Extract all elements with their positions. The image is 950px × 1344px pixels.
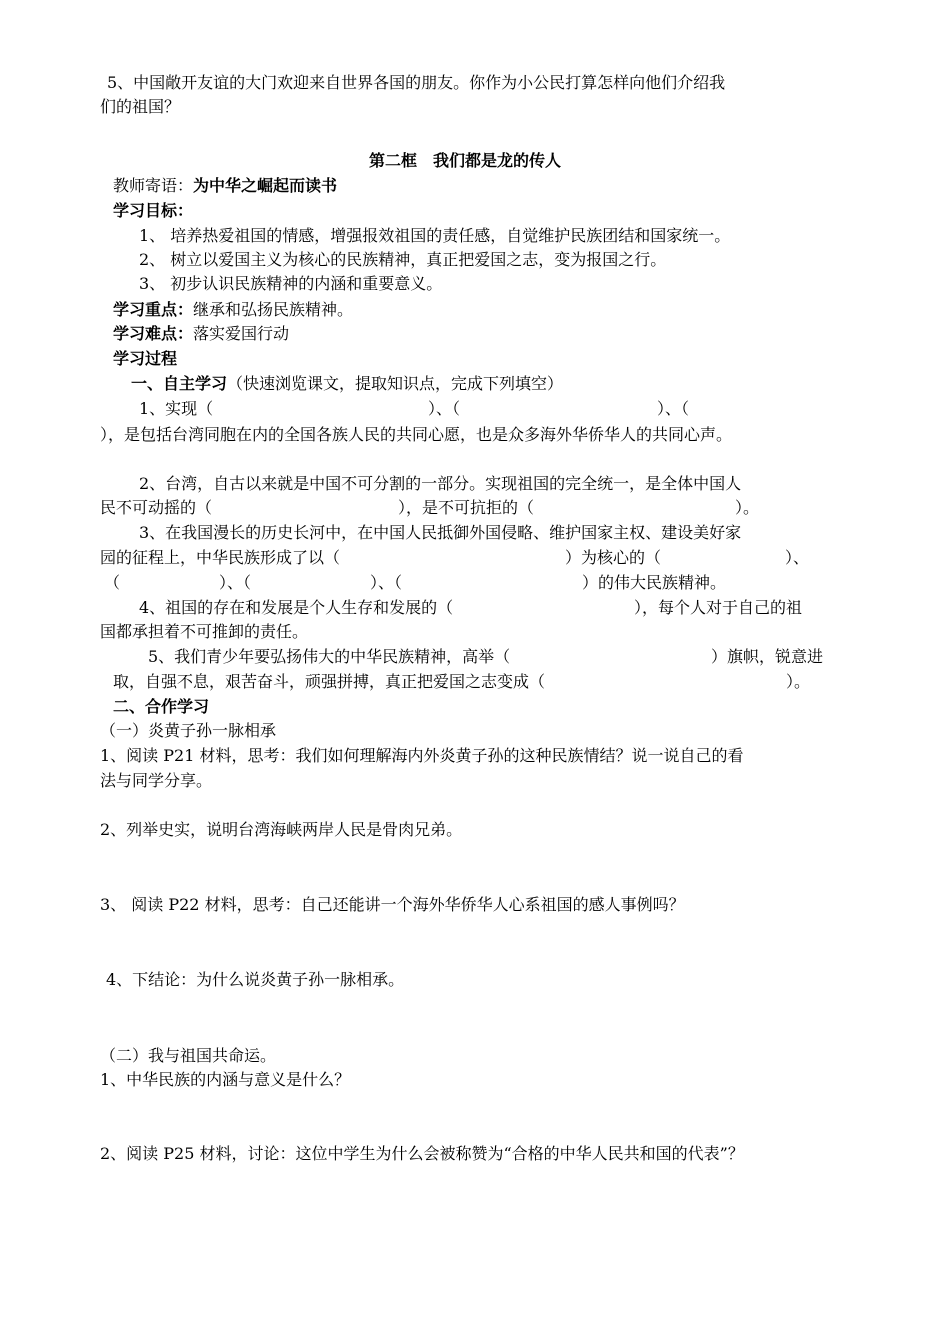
self-study-q3-a: 园的征程上，中华民族形成了以（ — [100, 548, 341, 567]
goal-item-2: 2、 树立以爱国主义为核心的民族精神，真正把爱国之志，变为报国之行。 — [139, 250, 667, 269]
teacher-motto — [113, 175, 337, 197]
self-study-heading-text: 一、自主学习 — [131, 374, 228, 393]
self-study-q2-line1: 2、台湾，自古以来就是中国不可分割的一部分。实现祖国的完全统一，是全体中国人 — [139, 474, 742, 493]
coop-part1-heading: （一）炎黄子孙一脉相承 — [100, 721, 277, 740]
self-study-q1-a: 1、实现（ — [139, 399, 214, 418]
self-study-q3-g: ）的伟大民族精神。 — [582, 573, 727, 592]
intro-question-5-line2: 们的祖国？ — [100, 97, 181, 116]
self-study-q5-d: ）。 — [786, 672, 811, 691]
self-study-q3-d: （ — [104, 573, 121, 592]
coop-part1-q1-line2: 法与同学分享。 — [100, 771, 213, 790]
key-point-text: 继承和弘扬民族精神。 — [193, 300, 354, 319]
difficulty-text: 落实爱国行动 — [193, 324, 290, 343]
self-study-q3-b: ）为核心的（ — [565, 548, 662, 567]
goal-item-3: 3、 初步认识民族精神的内涵和重要意义。 — [139, 274, 443, 293]
key-point-label: 学习重点： — [113, 300, 194, 319]
coop-part1-q3: 3、 阅读 P22 材料，思考：自己还能讲一个海外华侨华人心系祖国的感人事例吗？ — [100, 895, 685, 914]
goals-heading: 学习目标： — [113, 201, 194, 220]
coop-part1-q4: 4、下结论：为什么说炎黄子孙一脉相承。 — [106, 970, 405, 989]
coop-part2-q2: 2、阅读 P25 材料，讨论：这位中学生为什么会被称赞为“合格的中华人民共和国的代表”？ — [100, 1144, 744, 1163]
difficulty-label: 学习难点： — [113, 324, 194, 343]
coop-part2-heading: （二）我与祖国共命运。 — [100, 1046, 277, 1065]
process-heading: 学习过程 — [113, 349, 178, 368]
self-study-q4-a: 4、祖国的存在和发展是个人生存和发展的（ — [139, 598, 454, 617]
teacher-motto-label: 教师寄语： — [113, 176, 194, 195]
intro-question-5-line1: 5、中国敞开友谊的大门欢迎来自世界各国的朋友。你作为小公民打算怎样向他们介绍我 — [107, 73, 726, 92]
self-study-q5-a: 5、我们青少年要弘扬伟大的中华民族精神，高举（ — [148, 647, 511, 666]
self-study-q3-e: ）、（ — [219, 573, 252, 592]
self-study-q5-b: ）旗帜，锐意进 — [711, 647, 824, 666]
self-study-q1-line2: ），是包括台湾同胞在内的全国各族人民的共同心愿，也是众多海外华侨华人的共同心声。 — [100, 425, 733, 444]
goal-item-1: 1、 培养热爱祖国的情感，增强报效祖国的责任感，自觉维护民族团结和国家统一。 — [139, 226, 731, 245]
coop-part2-q1: 1、中华民族的内涵与意义是什么？ — [100, 1070, 351, 1089]
difficulty — [113, 323, 289, 345]
teacher-motto-text: 为中华之崛起而读书 — [193, 176, 338, 195]
self-study-note: （快速浏览课文，提取知识点，完成下列填空） — [227, 374, 564, 393]
key-point — [113, 299, 353, 321]
self-study-q3-line1: 3、在我国漫长的历史长河中，在中国人民抵御外国侵略、维护国家主权、建设美好家 — [139, 523, 742, 542]
self-study-q3-c: ）、 — [785, 548, 810, 567]
self-study-q4-line2: 国都承担着不可推卸的责任。 — [100, 622, 309, 641]
section-title: 第二框 我们都是龙的传人 — [369, 151, 562, 170]
self-study-q1-c: ）、（ — [657, 399, 690, 418]
self-study-q2-b: ），是不可抗拒的（ — [398, 498, 535, 517]
coop-heading: 二、合作学习 — [113, 697, 210, 716]
self-study-q2-c: ）。 — [735, 498, 760, 517]
coop-part1-q2: 2、列举史实，说明台湾海峡两岸人民是骨肉兄弟。 — [100, 820, 463, 839]
self-study-q1-b: ）、（ — [428, 399, 461, 418]
self-study-q5-c: 取，自强不息，艰苦奋斗，顽强拼搏，真正把爱国之志变成（ — [113, 672, 546, 691]
coop-part1-q1-line1: 1、阅读 P21 材料，思考：我们如何理解海内外炎黄子孙的这种民族情结？说一说自己的看 — [100, 746, 744, 765]
self-study-heading — [131, 373, 563, 395]
self-study-q4-b: ），每个人对于自己的祖 — [634, 598, 803, 617]
self-study-q2-a: 民不可动摇的（ — [100, 498, 213, 517]
self-study-q3-f: ）、（ — [370, 573, 403, 592]
